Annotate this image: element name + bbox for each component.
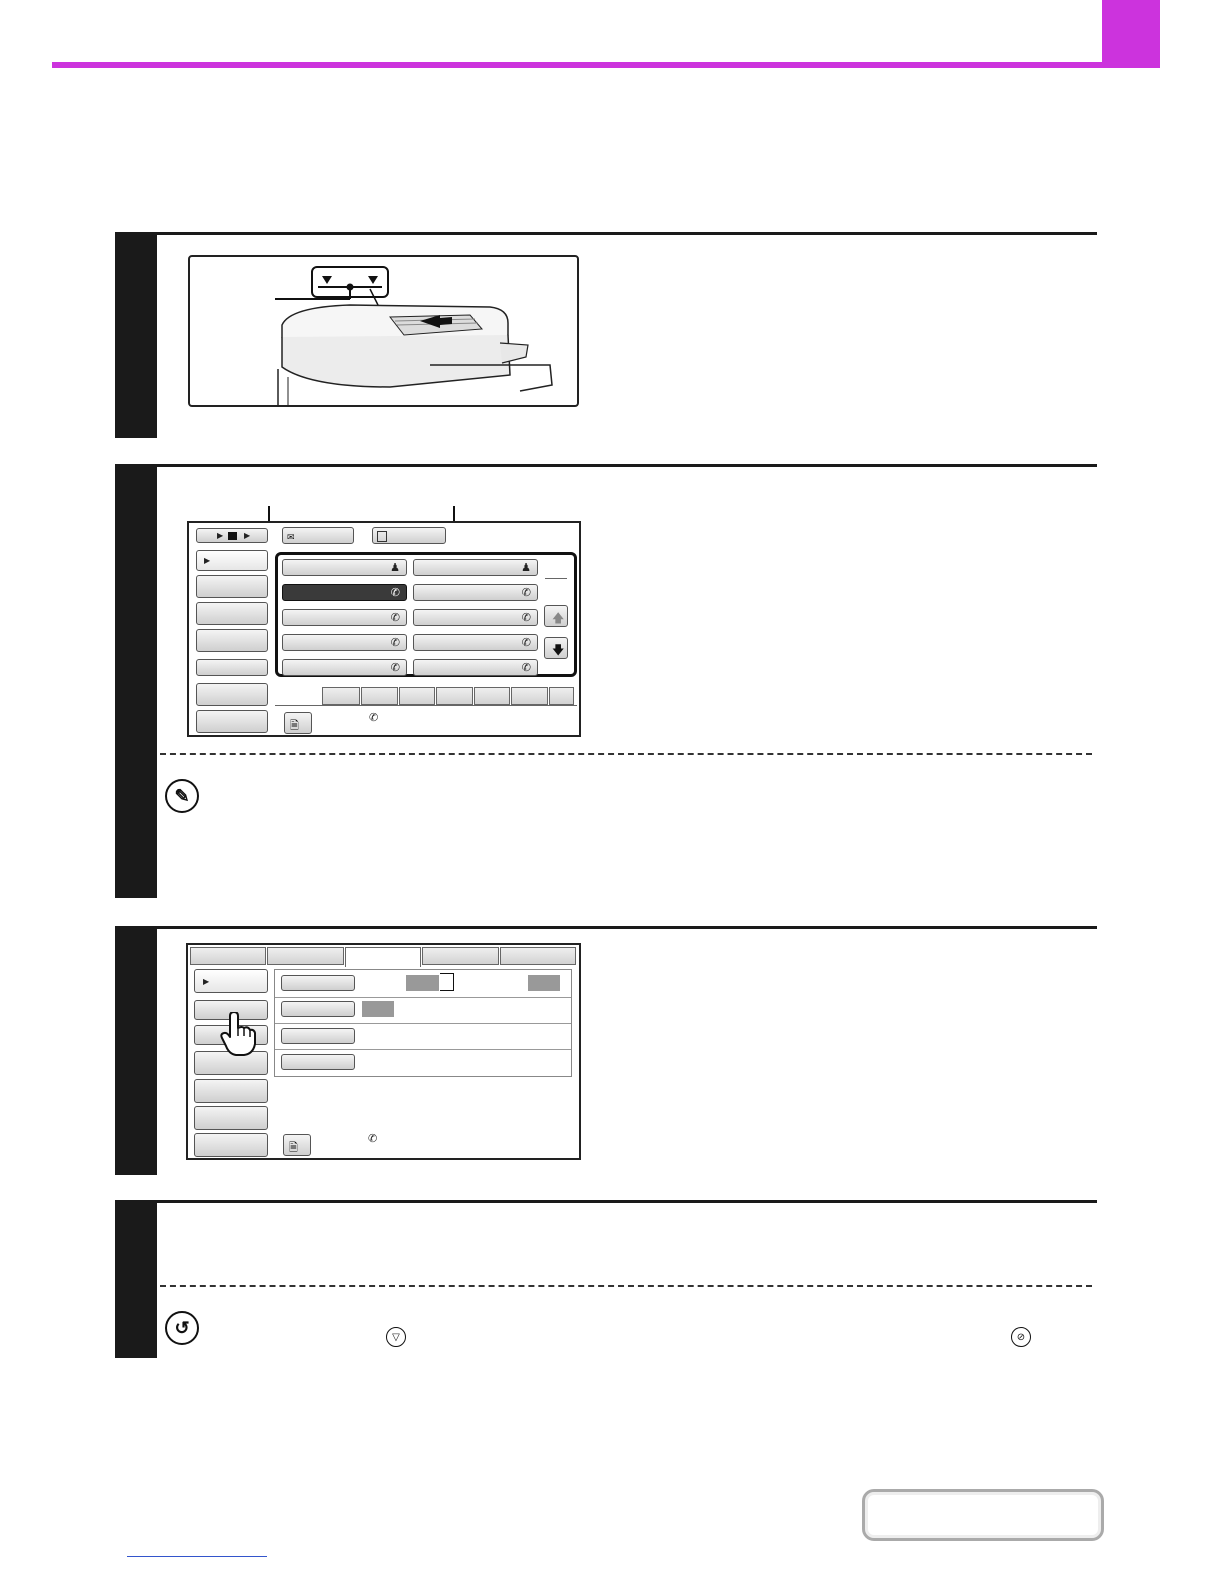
fax-line-icon-2: ✆ — [368, 1133, 378, 1145]
address-key-4[interactable] — [282, 634, 407, 651]
document-feeder-illustration — [188, 255, 579, 407]
step-4-note-separator — [160, 1285, 1092, 1287]
arrow-down-icon: 🡇 — [552, 643, 565, 657]
contents-button[interactable] — [862, 1489, 1104, 1541]
phone-icon: ✆ — [521, 587, 531, 599]
side-menu-item-7[interactable] — [194, 1133, 268, 1157]
address-key-6[interactable] — [413, 559, 538, 576]
mail-button[interactable] — [282, 527, 354, 544]
left-menu-item-2[interactable] — [196, 575, 268, 598]
address-key-1[interactable] — [282, 559, 407, 576]
feeder-drawing — [190, 257, 577, 405]
header-accent-line — [52, 62, 1160, 68]
job-status-button[interactable] — [284, 712, 312, 734]
setting-value-2 — [362, 1001, 394, 1017]
fax-icon — [377, 531, 387, 542]
document-check-icon: 🗎 — [289, 1142, 298, 1154]
index-tab-6[interactable] — [511, 687, 548, 705]
phone-icon: ✆ — [390, 587, 400, 599]
step-1-marker — [115, 233, 157, 438]
phone-icon: ✆ — [390, 662, 400, 674]
left-menu-item-5[interactable] — [196, 659, 268, 676]
document-check-icon: 🗎 — [290, 720, 299, 732]
clear-key-icon: ⊘ — [1011, 1327, 1031, 1347]
header-chapter-tab[interactable] — [1102, 0, 1160, 68]
phone-icon: ✆ — [521, 662, 531, 674]
setting-key-4[interactable] — [281, 1054, 355, 1070]
return-icon: ↺ — [165, 1311, 199, 1345]
address-key-5[interactable] — [282, 659, 407, 676]
left-menu-item-3[interactable] — [196, 602, 268, 625]
setting-value-1a — [406, 975, 439, 991]
index-tab-2[interactable] — [361, 687, 398, 705]
fax-settings-screen — [186, 943, 581, 1160]
left-menu-item-7[interactable] — [196, 710, 268, 733]
address-key-selected[interactable] — [282, 584, 407, 601]
group-icon: ♟ — [390, 562, 400, 574]
step-3-marker — [115, 927, 157, 1175]
side-menu-item-5[interactable] — [194, 1079, 268, 1103]
left-menu-item-6[interactable] — [196, 683, 268, 706]
footer-link-underline[interactable] — [127, 1556, 267, 1557]
job-status-button-2[interactable] — [283, 1134, 311, 1156]
page-divider — [545, 578, 567, 579]
pencil-icon: ✎ — [165, 779, 199, 813]
phone-icon: ✆ — [521, 612, 531, 624]
scroll-down-button[interactable] — [544, 637, 568, 659]
step-4-rule — [115, 1200, 1097, 1203]
side-menu-item-6[interactable] — [194, 1106, 268, 1130]
scroll-up-button[interactable] — [544, 605, 568, 627]
index-tab-3[interactable] — [399, 687, 435, 705]
index-tab-4[interactable] — [436, 687, 473, 705]
top-tab-4[interactable] — [422, 947, 499, 965]
step-2-note-separator — [160, 753, 1092, 755]
fax-button[interactable] — [372, 527, 446, 544]
address-key-7[interactable] — [413, 584, 538, 601]
top-tab-3-active[interactable] — [345, 947, 421, 967]
phone-icon: ✆ — [390, 612, 400, 624]
fax-line-icon: ✆ — [369, 712, 379, 724]
setting-key-3[interactable] — [281, 1028, 355, 1044]
envelope-icon: ✉ — [287, 532, 295, 542]
left-menu-item-1[interactable]: ▶ — [196, 550, 268, 571]
address-key-3[interactable] — [282, 609, 407, 626]
group-icon: ♟ — [521, 562, 531, 574]
stop-key-icon: ▽ — [386, 1327, 406, 1347]
index-tab-1[interactable] — [322, 687, 360, 705]
setting-value-1b — [528, 975, 560, 991]
phone-icon: ✆ — [390, 637, 400, 649]
page-header — [52, 0, 1102, 62]
step-2-marker — [115, 465, 157, 898]
address-book-screen — [187, 521, 581, 737]
step-1-rule — [115, 232, 1097, 235]
top-tab-2[interactable] — [267, 947, 344, 965]
setting-key-2[interactable] — [281, 1001, 355, 1017]
pointing-hand-icon — [220, 1012, 256, 1056]
step-2-rule — [115, 464, 1097, 467]
index-tab-5[interactable] — [474, 687, 510, 705]
left-menu-item-4[interactable] — [196, 629, 268, 652]
address-key-9[interactable] — [413, 634, 538, 651]
arrow-up-icon: 🡅 — [552, 611, 565, 625]
step-3-rule — [115, 926, 1097, 929]
setting-key-1[interactable] — [281, 975, 355, 991]
top-tab-1[interactable] — [190, 947, 266, 965]
index-tab-7[interactable] — [549, 687, 574, 705]
phone-icon: ✆ — [521, 637, 531, 649]
address-key-8[interactable] — [413, 609, 538, 626]
address-key-10[interactable] — [413, 659, 538, 676]
top-tab-5[interactable] — [500, 947, 576, 965]
tab-baseline — [275, 705, 577, 706]
side-menu-item-1[interactable]: ▶ — [194, 969, 268, 993]
paper-icon — [440, 973, 454, 991]
step-4-marker — [115, 1201, 157, 1358]
mode-switch-button[interactable]: ▶ ▶ — [196, 528, 268, 543]
